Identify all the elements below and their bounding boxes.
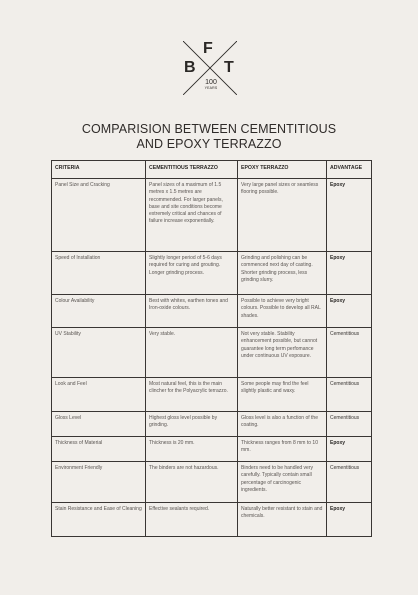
- advantage-cell: Epoxy: [327, 503, 372, 537]
- logo-years-mark: [203, 79, 219, 91]
- advantage-cell: Epoxy: [327, 179, 372, 252]
- epoxy-cell: Very large panel sizes or seamless flooring possible.: [238, 179, 327, 252]
- epoxy-cell: Possible to achieve very bright colours. Possible to develop all RAL shades.: [238, 295, 327, 328]
- epoxy-cell: Naturally better resistant to stain and chemicals.: [238, 503, 327, 537]
- table-row: [52, 252, 372, 295]
- header-criteria: CRITERIA: [52, 161, 146, 179]
- cementitious-cell: The binders are not hazardous.: [146, 462, 238, 503]
- header-row: [52, 161, 372, 179]
- criteria-cell: Look and Feel: [52, 378, 146, 412]
- table-row: [52, 503, 372, 537]
- criteria-cell: Thickness of Material: [52, 437, 146, 462]
- table-row: [52, 437, 372, 462]
- logo-years-word: YEARS: [204, 86, 218, 90]
- table-row: [52, 378, 372, 412]
- advantage-cell: Cementitious: [327, 328, 372, 378]
- comparison-table: [51, 160, 372, 537]
- cementitious-cell: Most natural feel, this is the main clincher for the Polyacrylic terrazzo.: [146, 378, 238, 412]
- logo-years-number: 100: [205, 79, 217, 86]
- criteria-cell: Gloss Level: [52, 412, 146, 437]
- criteria-cell: Stain Resistance and Ease of Cleaning: [52, 503, 146, 537]
- header-advantage: ADVANTAGE: [327, 161, 372, 179]
- criteria-cell: Colour Availability: [52, 295, 146, 328]
- table-row: [52, 462, 372, 503]
- header-epoxy: EPOXY TERRAZZO: [238, 161, 327, 179]
- advantage-cell: Epoxy: [327, 252, 372, 295]
- cementitious-cell: Slightly longer period of 5-6 days required for curing and grouting. Longer grinding process.: [146, 252, 238, 295]
- advantage-cell: Cementitious: [327, 412, 372, 437]
- cementitious-cell: Effective sealants required.: [146, 503, 238, 537]
- epoxy-cell: Not very stable. Stability enhancement possible, but cannot guarantee long term perfomance under continuous UV exposure.: [238, 328, 327, 378]
- advantage-cell: Epoxy: [327, 295, 372, 328]
- epoxy-cell: Some people may find the feel slightly plastic and waxy.: [238, 378, 327, 412]
- logo-letter-f: F: [203, 40, 213, 57]
- header-cementitious: CEMENTITIOUS TERRAZZO: [146, 161, 238, 179]
- page-title: [0, 122, 418, 152]
- criteria-cell: UV Stability: [52, 328, 146, 378]
- table-row: [52, 179, 372, 252]
- title-line-2: AND EPOXY TERRAZZO: [136, 137, 282, 151]
- epoxy-cell: Gloss level is also a function of the coating.: [238, 412, 327, 437]
- logo-letter-b: B: [184, 59, 196, 76]
- bft-100-years-logo: [183, 41, 237, 95]
- cementitious-cell: Thickness is 20 mm.: [146, 437, 238, 462]
- epoxy-cell: Binders need to be handled very carefully. Typically contain small percentage of carcinogenic ingredients.: [238, 462, 327, 503]
- cementitious-cell: Best with whites, earthen tones and Iron-oxide colours.: [146, 295, 238, 328]
- table-body: [52, 179, 372, 537]
- criteria-cell: Panel Size and Cracking: [52, 179, 146, 252]
- table-row: [52, 328, 372, 378]
- epoxy-cell: Grinding and polishing can be commenced next day of casting. Shorter grinding process, less grinding slurry.: [238, 252, 327, 295]
- title-line-1: COMPARISION BETWEEN CEMENTITIOUS: [81, 122, 337, 136]
- criteria-cell: Speed of Installation: [52, 252, 146, 295]
- advantage-cell: Epoxy: [327, 437, 372, 462]
- logo-letter-t: T: [224, 59, 234, 76]
- advantage-cell: Cementitious: [327, 378, 372, 412]
- cementitious-cell: Highest gloss level possible by grinding.: [146, 412, 238, 437]
- table-header: [52, 161, 372, 179]
- table-row: [52, 295, 372, 328]
- criteria-cell: Environment Friendly: [52, 462, 146, 503]
- table-row: [52, 412, 372, 437]
- advantage-cell: Cementitious: [327, 462, 372, 503]
- cementitious-cell: Very stable.: [146, 328, 238, 378]
- epoxy-cell: Thickness ranges from 8 mm to 10 mm.: [238, 437, 327, 462]
- cementitious-cell: Panel sizes of a maximum of 1.5 metres x 1.5 metres are recommended. For larger panels, base and site conditions become extremely critical and chances of failure increase exponentially.: [146, 179, 238, 252]
